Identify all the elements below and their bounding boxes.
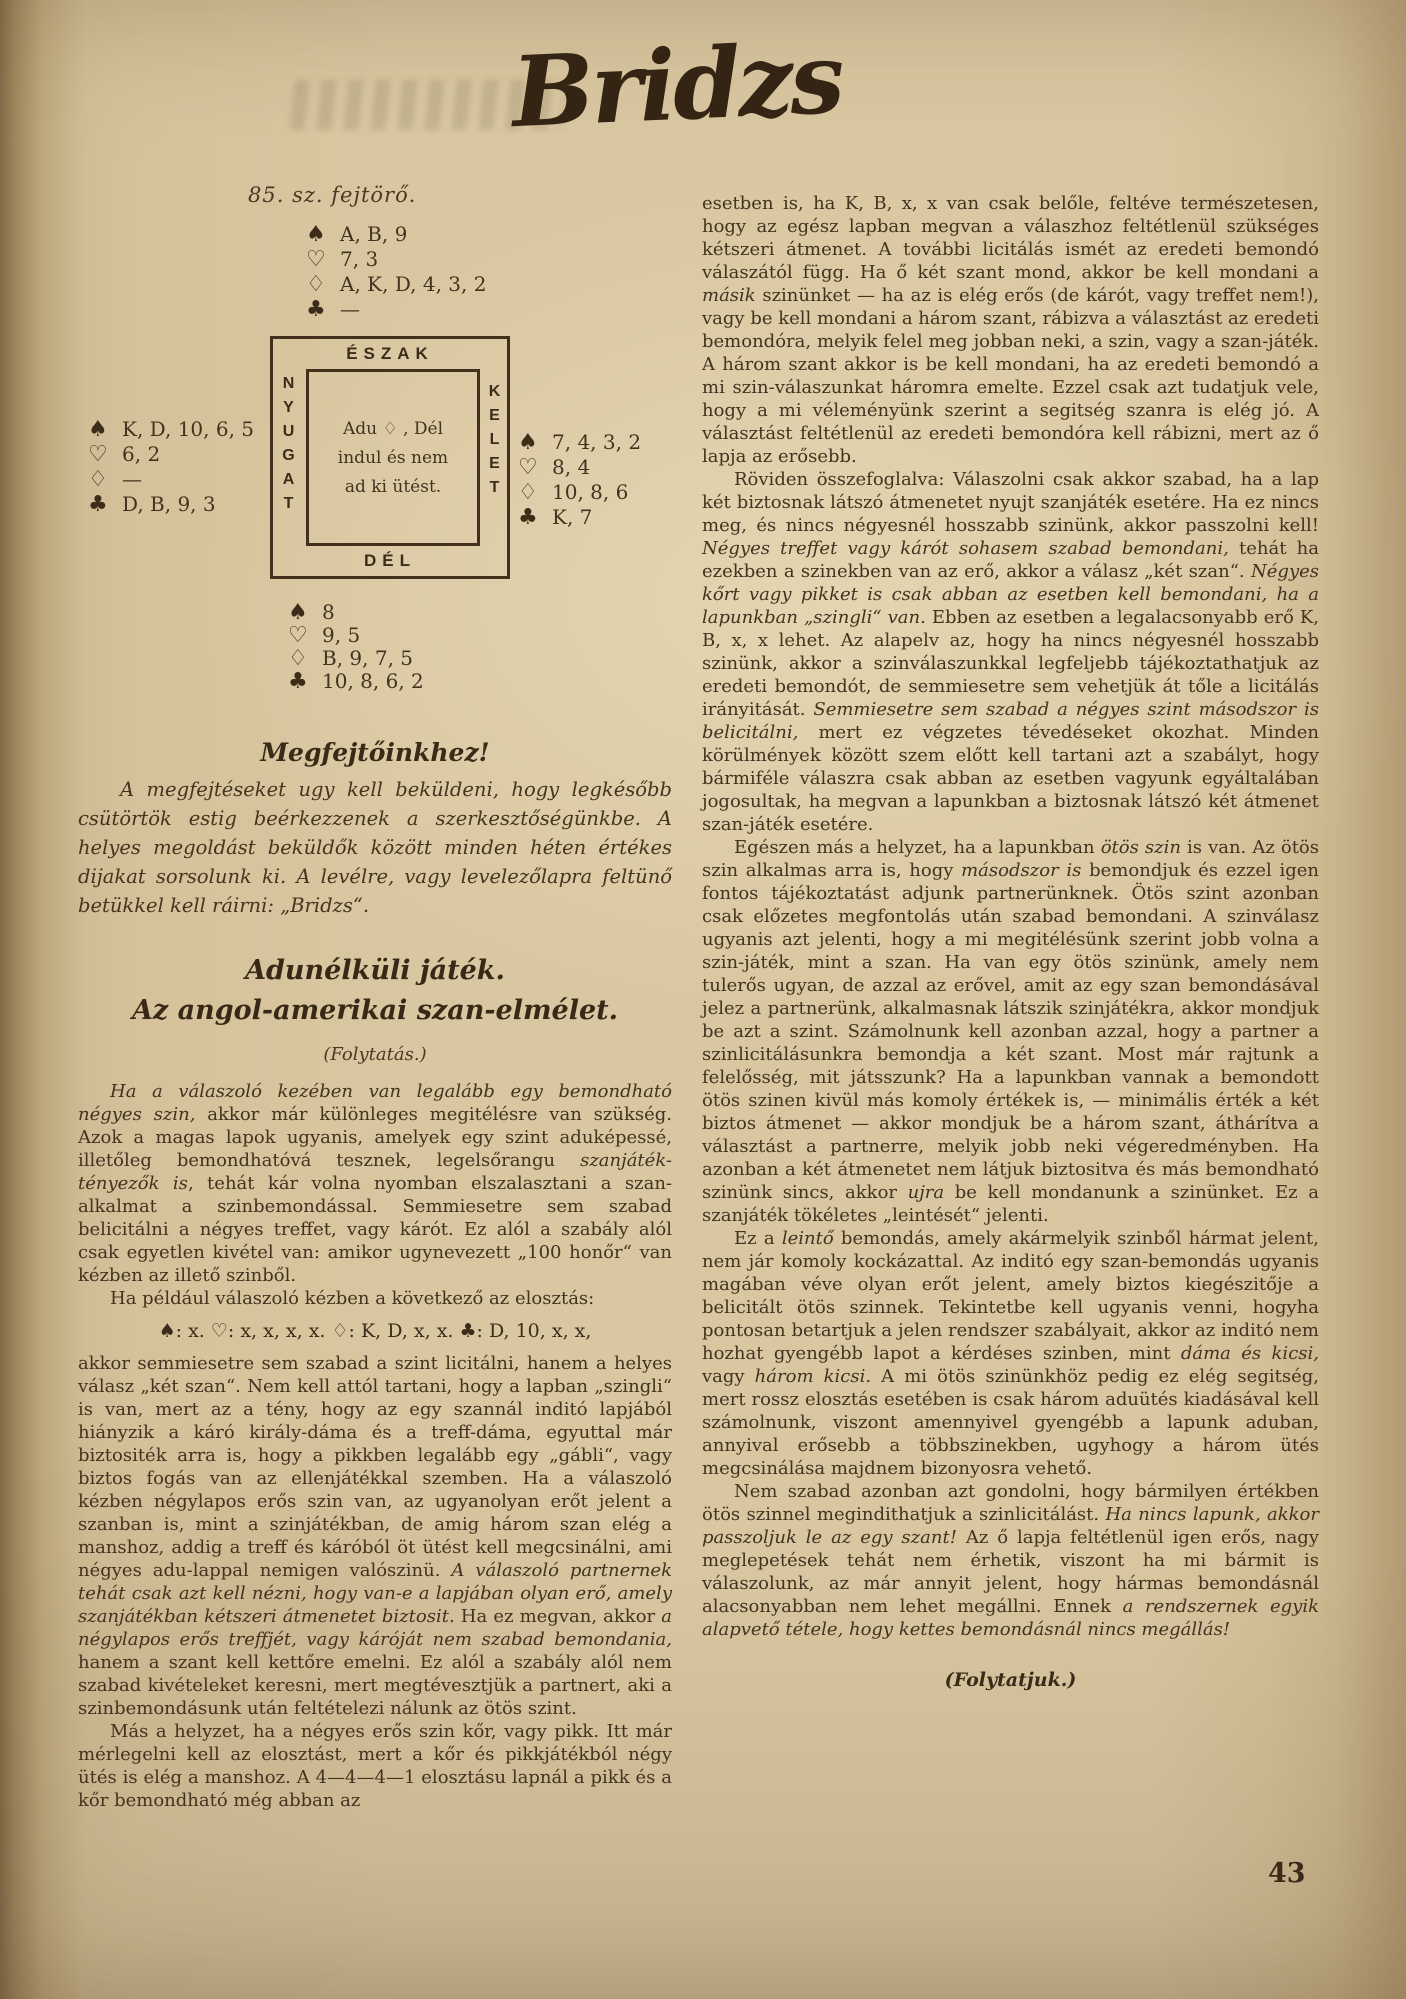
compass-east-label: KELET bbox=[486, 383, 503, 503]
paragraph: akkor semmiesetre sem szabad a szint licitálni, hanem a helyes válasz „két szan“. Nem kell attól tartani, hogy a lapban „szingli“ is van, mert az a tény, hogy az egy szannál inditó lapjából hiányzik a káró király-dáma és a treff-dáma, egyuttal már biztositék arra is, hogy a pikkben legalább egy „gábli“, vagy biztos fogás van az ellenjátékkal szemben. Ha a válaszoló kézben négylapos erős szin van, az ugyanolyan erőt jelent a szanban is, mint a szinjátékban, de amig három szan elég a manshoz, addig a treff és káróból öt ütést kell megcsinálni, ami négyes adu-lappal nemigen valószinü. A válaszoló partnernek tehát csak azt kell nézni, hogy van-e a lapjában olyan erő, amely szanjátékban kétszeri átmenetet biztosit. Ha ez megvan, akkor a négylapos erős treffjét, vagy káróját nem szabad bemondania, hanem a szant kell kettőre emelni. Ez alól a szabály alól nem szabad kivételeket keresni, mert megtévesztjük a partnert, aki a szinbemondásunk után feltételezi nálunk az ötös szint. bbox=[78, 1353, 672, 1719]
puzzle-caption: 85. sz. fejtörő. bbox=[248, 183, 417, 207]
diagram-center-note bbox=[306, 369, 480, 546]
hand-row bbox=[306, 297, 486, 322]
club-icon: ♣ bbox=[518, 505, 538, 530]
south-heart-cards: 9, 5 bbox=[322, 623, 361, 647]
hand-row bbox=[88, 492, 254, 517]
hand-row bbox=[518, 505, 641, 530]
example-distribution-line: ♠: x. ♡: x, x, x, x. ♢: K, D, x, x. ♣: D, 10, x, x, bbox=[158, 1320, 592, 1342]
hand-row bbox=[518, 480, 641, 505]
hand-row bbox=[518, 455, 641, 480]
diagram-note-line: Adu ♢ , Dél bbox=[342, 418, 444, 439]
diamond-icon: ♢ bbox=[306, 272, 326, 297]
paragraph: Nem szabad azonban azt gondolni, hogy bármilyen értékben ötös szinnel megindithatjuk a szinlicitálást. Ha nincs lapunk, akkor passzoljuk le az egy szant! Az ő lapja feltétlenül igen erős, nagy meglepetések tehát nem érhetik, viszont ha mi bármit is válaszolunk, az már annyit jelent, hogy hármas bemondásnál alacsonyabban nem lehet megállni. Ennek a rendszernek egyik alapvető tétele, hogy kettes bemondásnál nincs megállás! bbox=[702, 1481, 1320, 1640]
club-icon: ♣ bbox=[306, 297, 326, 322]
west-diamond-cards: — bbox=[122, 467, 142, 491]
east-club-cards: K, 7 bbox=[552, 505, 593, 529]
paragraph: Ez a leintő bemondás, amely akármelyik szinből hármat jelent, nem jár komoly kockázattal. Az inditó egy szan-bemondás ugyanis magában véve olyan erőt jelent, amely biztos kiegészitője a belicitált ötös szinnek. Tekintetbe kell ugyanis venni, hogyha pontosan betartjuk a jelen rendszer szabályait, akkor az inditó nem hozhat gyengébb lapot a kérdéses szinben, mint dáma és kicsi, vagy három kicsi. A mi ötös szinünkhöz pedig ez elég segitség, mert rossz elosztás esetében is csak három aduütés kiadásával kell számolnunk, viszont amennyivel gyengébb a lapunk aduban, annyival erősebb a többszinekben, ugyhogy a három ütés megcsinálása majdnem bizonyosra vehető. bbox=[702, 1228, 1319, 1479]
diamond-icon: ♢ bbox=[88, 467, 108, 492]
closing-note: (Folytatjuk.) bbox=[944, 1669, 1077, 1691]
south-hand bbox=[288, 601, 424, 693]
compass-west-label: NYUGAT bbox=[280, 375, 297, 519]
diagram-note-line: ad ki ütést. bbox=[344, 476, 442, 497]
heart-icon: ♡ bbox=[306, 247, 326, 272]
spade-icon: ♠ bbox=[306, 222, 326, 247]
hand-row bbox=[288, 601, 424, 624]
spade-icon: ♠ bbox=[88, 417, 108, 442]
west-hand bbox=[88, 417, 254, 517]
heart-icon: ♡ bbox=[288, 623, 308, 648]
article-right-column bbox=[702, 192, 1319, 1691]
heart-icon: ♡ bbox=[518, 455, 538, 480]
spade-icon: ♠ bbox=[288, 600, 308, 625]
hand-row bbox=[306, 272, 486, 297]
paragraph: esetben is, ha K, B, x, x van csak belőle, feltéve természetesen, hogy az egész lapban megvan a válaszhoz feltétlenül szükséges kétszeri átmenet. A további licitálás ismét az eredeti bemondó válaszától függ. Ha ő két szant mond, akkor be kell mondani a másik szinünket — ha az is elég erős (de kárót, vagy treffet nem!), vagy be kell mondani a három szant, rábizva a választást az eredeti bemondóra, melyik felel meg jobban neki, a szin, vagy a szan-játék. A három szant akkor is be kell mondani, ha az eredeti bemondó a mi szin-válaszunkat háromra emelte. Ezzel csak azt tudatjuk vele, hogy a mi véleményünk szerint a segitség szanra is elég jó. A választást feltétlenül az eredeti bemondóra kell rábizni, mert az ő lapja az erősebb. bbox=[702, 193, 1320, 467]
west-heart-cards: 6, 2 bbox=[122, 442, 161, 466]
west-club-cards: D, B, 9, 3 bbox=[122, 492, 216, 516]
east-diamond-cards: 10, 8, 6 bbox=[552, 480, 629, 504]
north-club-cards: — bbox=[340, 297, 360, 321]
diamond-icon: ♢ bbox=[288, 646, 308, 671]
west-spade-cards: K, D, 10, 6, 5 bbox=[122, 417, 255, 441]
page-number: 43 bbox=[1268, 1858, 1306, 1889]
south-spade-cards: 8 bbox=[322, 600, 335, 624]
diamond-icon: ♢ bbox=[518, 480, 538, 505]
north-diamond-cards: A, K, D, 4, 3, 2 bbox=[340, 272, 487, 296]
paragraph: Röviden összefoglalva: Válaszolni csak akkor szabad, ha a lap két biztosnak látszó átmenetet nyujt szanjáték esetére. Ha ez nincs meg, és nincs négyesnél hosszabb szinünk, akkor passzolni kell! Négyes treffet vagy kárót sohasem szabad bemondani, tehát ha ezekben a szinekben van az erő, akkor a válasz „két szan“. Négyes kőrt vagy pikket is csak abban az esetben kell bemondani, ha a lapunkban „szingli“ van. Ebben az esetben a legalacsonyabb erő K, B, x, x lehet. Az alapelv az, hogy ha nincs négyesnél hosszabb szinünk, akkor a szinválaszunkkal legfeljebb tájékoztathatjuk az eredeti bemondót, de semmiesetre sem vehetjük át tőle a licitálás irányitását. Semmiesetre sem szabad a négyes szint másodszor is belicitálni, mert ez végzetes tévedéseket okozhat. Minden körülmények között szem előtt kell tartani azt a szabályt, hogy bármiféle válaszra csak abban az esetben vagyunk egyáltalában jogosultak, ha megvan a lapunkban a biztosnak látszó két átmenet szan-játék esetére. bbox=[702, 469, 1319, 835]
north-heart-cards: 7, 3 bbox=[340, 247, 379, 271]
hand-row bbox=[88, 417, 254, 442]
bidding-diagram bbox=[270, 336, 510, 579]
paragraph: Ha például válaszoló kézben a következő az elosztás: bbox=[110, 1288, 595, 1309]
diagram-note-line: indul és nem bbox=[337, 447, 449, 468]
hand-row bbox=[306, 222, 486, 247]
hand-row bbox=[518, 430, 641, 455]
spade-icon: ♠ bbox=[518, 430, 538, 455]
east-hand bbox=[518, 430, 641, 530]
hand-row bbox=[306, 247, 486, 272]
hand-row bbox=[288, 647, 424, 670]
hand-row bbox=[88, 467, 254, 492]
east-spade-cards: 7, 4, 3, 2 bbox=[552, 430, 642, 454]
club-icon: ♣ bbox=[288, 669, 308, 694]
north-hand bbox=[306, 222, 486, 322]
club-icon: ♣ bbox=[88, 492, 108, 517]
south-club-cards: 10, 8, 6, 2 bbox=[322, 669, 424, 693]
article-subheading: (Folytatás.) bbox=[323, 1044, 427, 1065]
magazine-title: Bridzs bbox=[509, 20, 844, 150]
south-diamond-cards: B, 9, 7, 5 bbox=[322, 646, 414, 670]
hand-row bbox=[288, 670, 424, 693]
paragraph: Más a helyzet, ha a négyes erős szin kőr, vagy pikk. Itt már mérlegelni kell az elosztást, mert a kőr és pikkjátékból négy ütés is elég a manshoz. A 4—4—4—1 elosztásu lapnál a pikk és a kőr bemondható még abban az bbox=[78, 1721, 672, 1811]
article-heading-1: Adunélküli játék. bbox=[245, 955, 505, 986]
hand-row bbox=[288, 624, 424, 647]
paragraph: Ha a válaszoló kezében van legalább egy bemondható négyes szin, akkor már különleges megitélésre van szükség. Azok a magas lapok ugyanis, amelyek egy szint aduképessé, illetőleg bemondhatóvá tesznek, legelsőrangu szanjáték-tényezők is, tehát kár volna nyomban elszalasztani a szan-alkalmat a szinbemondással. Semmiesetre sem szabad belicitálni a négyes treffet, vagy kárót. Ez alól a szabály alól csak egyetlen kivétel van: amikor ugynevezett „100 honőr“ van kézben az illető szinből. bbox=[78, 1081, 672, 1286]
hand-row bbox=[88, 442, 254, 467]
compass-south-label: DÉL bbox=[364, 551, 416, 570]
north-spade-cards: A, B, 9 bbox=[340, 222, 408, 246]
paragraph: Egészen más a helyzet, ha a lapunkban ötös szin is van. Az ötös szin alkalmas arra is, hogy másodszor is bemondjuk és ezzel igen fontos tájékoztatást adjunk partnerünknek. Ötös szint azonban csak előzetes megfontolás után szabad bemondani. A szinválasz ugyanis azt jelenti, hogy a mi megitélésünk szerint jobb volna a szin-játék, mint a szan. Ha van egy ötös szinünk, amely nem tulerős ugyan, de azzal az erővel, amit az egy szan bemondásával jelez a partnerünk, alkalmasnak látszik szinjátékra, akkor mondjuk be azt a szint. Számolnunk kell azonban azzal, hogy a partner a szinlicitálásunkra bemondja a két szant. Most már rajtunk a felelősség, mit játsszunk? Ha a lapunkban vannak a bemondott ötös szinen kivül más komoly értékek is, — minimális érték a két biztos átmenet — akkor mondjuk be a három szant, áthárítva a választást a partnerre, melyik jobb neki végeredményben. Ha azonban a két átmenetet nem látjuk biztositva és más bemondható szinünk sincs, akkor ujra be kell mondanunk a szinünket. Ez a szanjáték tökéletes „leintését“ jelenti. bbox=[702, 837, 1320, 1226]
article-heading-2: Az angol-amerikai szan-elmélet. bbox=[131, 995, 619, 1026]
article-left-column bbox=[78, 1080, 672, 1812]
east-heart-cards: 8, 4 bbox=[552, 455, 591, 479]
solvers-heading: Megfejtőinkhez! bbox=[260, 738, 490, 767]
compass-north-label: ÉSZAK bbox=[346, 344, 434, 363]
heart-icon: ♡ bbox=[88, 442, 108, 467]
solvers-paragraph: A megfejtéseket ugy kell beküldeni, hogy legkésőbb csütörtök estig beérkezzenek a szerkesztőségünkbe. A helyes megoldást beküldők között minden héten értékes dijakat sorsolunk ki. A levélre, vagy levelezőlapra feltünő betükkel kell ráirni: „Bridzs“. bbox=[78, 778, 672, 917]
